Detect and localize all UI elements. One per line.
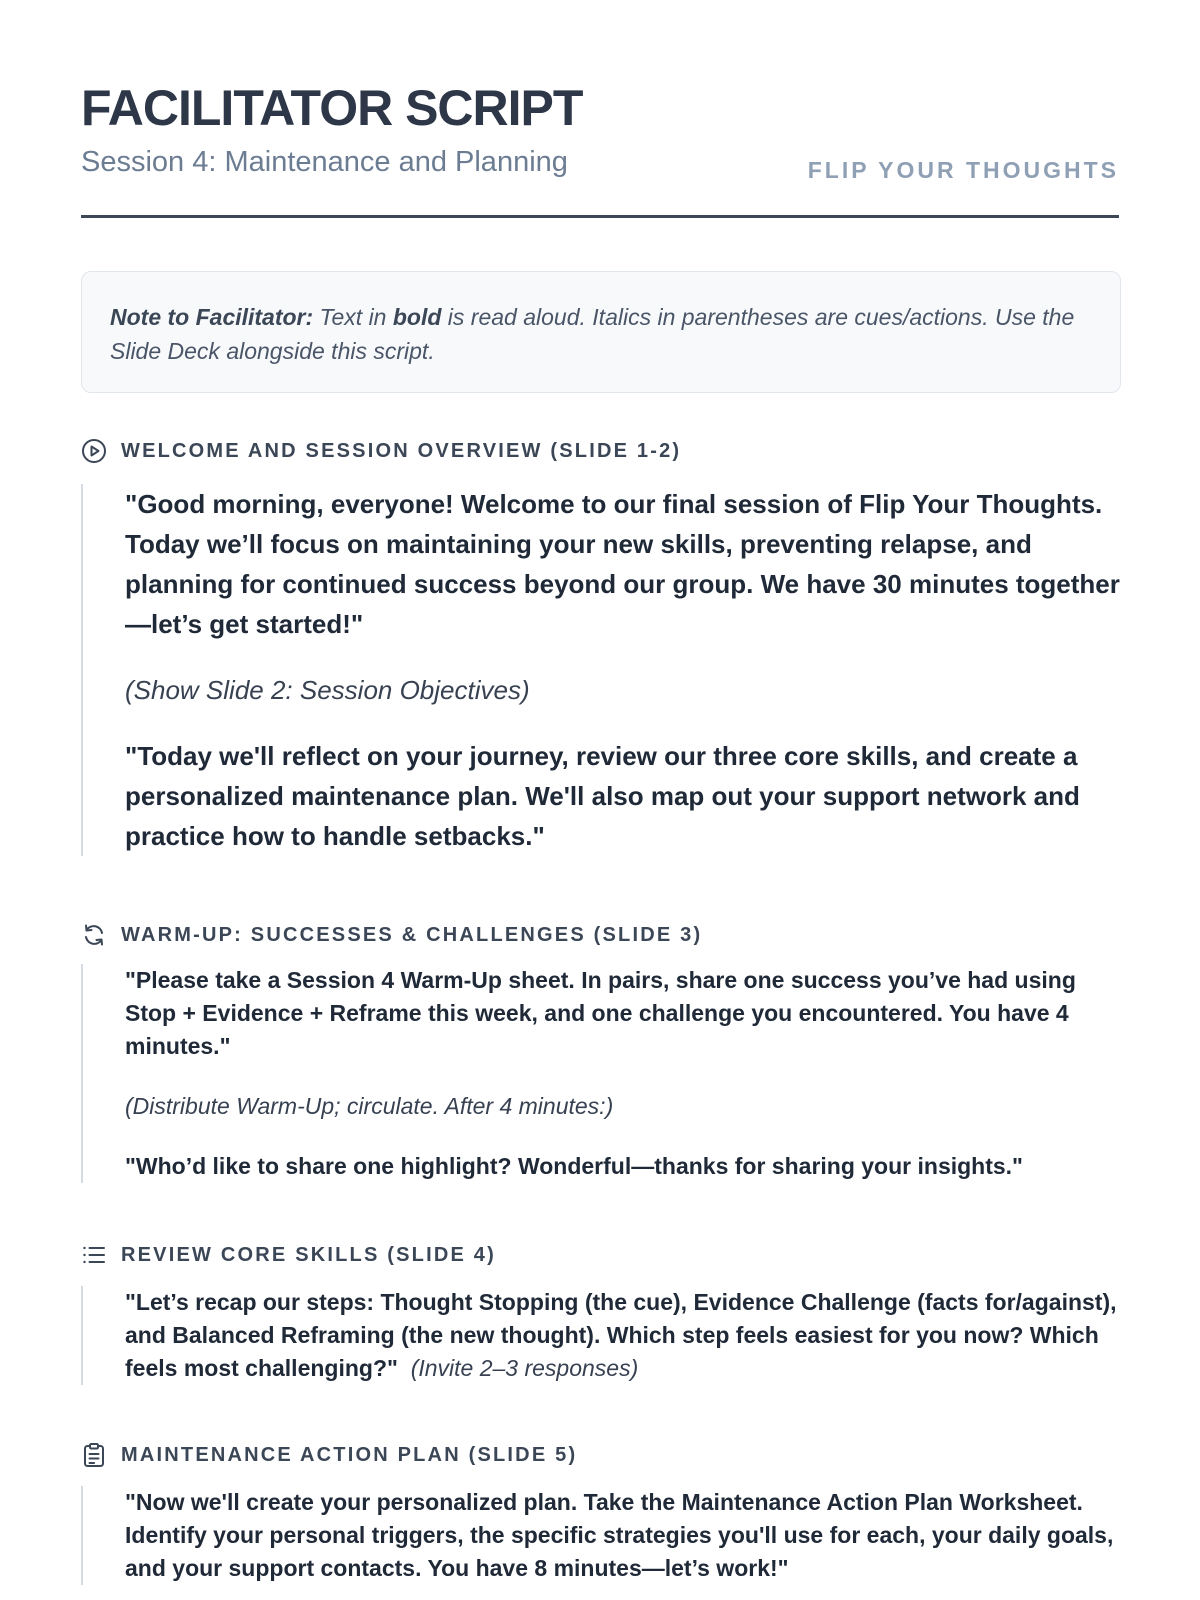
section-body (81, 964, 1121, 1183)
page-title: FACILITATOR SCRIPT (81, 80, 583, 136)
section-header (81, 436, 1121, 466)
read-aloud-text: "Good morning, everyone! Welcome to our final session of Flip Your Thoughts. Today we’ll focus on maintaining your new skills, preventing relapse, and planning for continued success beyond our group. We have 30 minutes together—let’s get started!" (125, 489, 1120, 639)
note-text-1: Text in (313, 304, 393, 330)
read-aloud-text: "Today we'll reflect on your journey, review our three core skills, and create a personalized maintenance plan. We'll also map out your support network and practice how to handle setbacks." (125, 741, 1080, 851)
clipboard-icon (81, 1442, 107, 1468)
section-body (81, 484, 1121, 856)
play-circle-icon (81, 438, 107, 464)
facilitator-cue: (Distribute Warm-Up; circulate. After 4 minutes:) (125, 1093, 614, 1119)
read-aloud-text: "Now we'll create your personalized plan. Take the Maintenance Action Plan Worksheet. Identify your personal triggers, the specific strategies you'll use for each, your daily goals, and your support contacts. You have 8 minutes—let’s work!" (125, 1489, 1114, 1581)
section-title: REVIEW CORE SKILLS (SLIDE 4) (121, 1244, 496, 1266)
section-warm-up (81, 920, 1121, 1183)
facilitator-cue: (Show Slide 2: Session Objectives) (125, 675, 530, 705)
page-subtitle: Session 4: Maintenance and Planning (81, 146, 568, 178)
read-aloud-paragraph (125, 1286, 1121, 1385)
section-title: WELCOME AND SESSION OVERVIEW (SLIDE 1-2) (121, 440, 682, 462)
refresh-icon (81, 922, 107, 948)
section-header (81, 1440, 1121, 1470)
read-aloud-text: "Let’s recap our steps: Thought Stopping (the cue), Evidence Challenge (facts for/against), and Balanced Reframing (the new thought). Which step feels easiest for you now? Which feels most challenging?" (125, 1289, 1117, 1381)
page-header (81, 0, 1119, 218)
facilitator-note (81, 271, 1121, 393)
section-body (81, 1486, 1121, 1585)
section-welcome (81, 436, 1121, 856)
brand-label: FLIP YOUR THOUGHTS (807, 157, 1119, 183)
section-body (81, 1286, 1121, 1385)
read-aloud-text: "Please take a Session 4 Warm-Up sheet. In pairs, share one success you’ve had using Stop + Evidence + Reframe this week, and one challenge you encountered. You have 4 minutes." (125, 967, 1076, 1059)
section-review-core-skills (81, 1240, 1121, 1385)
note-bold-word: bold (392, 304, 442, 330)
section-header (81, 1240, 1121, 1270)
section-header (81, 920, 1121, 950)
note-text-2: is read aloud. Italics in parentheses are cues/actions. Use the Slide Deck alongside this script. (110, 304, 1075, 364)
section-maintenance-plan (81, 1440, 1121, 1585)
section-title: MAINTENANCE ACTION PLAN (SLIDE 5) (121, 1444, 578, 1466)
section-title: WARM-UP: SUCCESSES & CHALLENGES (SLIDE 3) (121, 924, 703, 946)
note-label: Note to Facilitator: (110, 304, 314, 330)
list-icon (81, 1242, 107, 1268)
facilitator-cue: (Invite 2–3 responses) (410, 1355, 639, 1381)
read-aloud-text: "Who’d like to share one highlight? Wonderful—thanks for sharing your insights." (125, 1153, 1023, 1179)
